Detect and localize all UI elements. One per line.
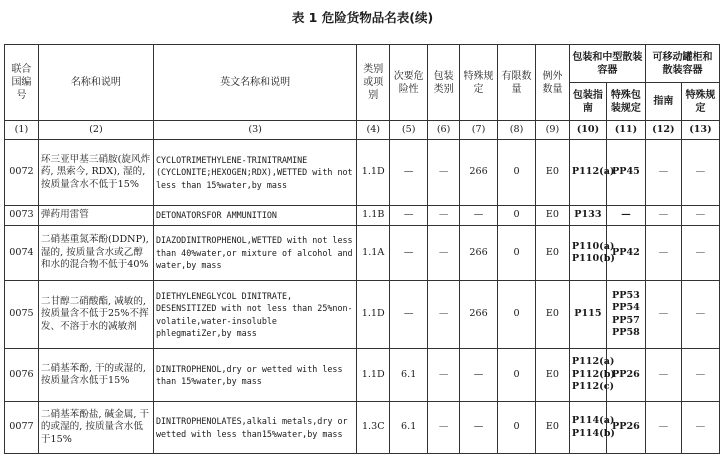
special-packing-cell: PP26 xyxy=(606,402,645,454)
special-packing-cell: PP42 xyxy=(606,226,645,281)
excepted-qty-cell: E0 xyxy=(536,206,570,226)
special-packing-cell: PP53 PP54 PP57 PP58 xyxy=(606,281,645,349)
packing-instruction-cell: P133 xyxy=(569,206,606,226)
table-row xyxy=(5,140,720,206)
table-row xyxy=(5,281,720,349)
col-index: (13) xyxy=(681,121,719,140)
special-packing-cell: — xyxy=(606,206,645,226)
sub-risk-cell: — xyxy=(390,206,428,226)
special-cell: — xyxy=(460,349,498,402)
tank-instruction-cell: — xyxy=(645,140,681,206)
limited-qty-cell: 0 xyxy=(498,206,536,226)
col-index: (12) xyxy=(645,121,681,140)
col-index: (6) xyxy=(428,121,460,140)
tank-special-cell: — xyxy=(681,206,719,226)
header-class: 类别或项别 xyxy=(357,45,390,121)
header-tank-group: 可移动罐柜和散装容器 xyxy=(645,45,719,83)
limited-qty-cell: 0 xyxy=(498,226,536,281)
name-cn-cell: 二甘醇二硝酸酯, 减敏的, 按质量含不低于25%不挥发、不溶于水的减敏剂 xyxy=(38,281,153,349)
tank-instruction-cell: — xyxy=(645,206,681,226)
excepted-qty-cell: E0 xyxy=(536,140,570,206)
pack-group-cell: — xyxy=(428,349,460,402)
col-index: (7) xyxy=(460,121,498,140)
packing-instruction-cell: P110(a) P110(b) xyxy=(569,226,606,281)
special-packing-cell: PP26 xyxy=(606,349,645,402)
dangerous-goods-table xyxy=(4,44,720,454)
pack-group-cell: — xyxy=(428,206,460,226)
limited-qty-cell: 0 xyxy=(498,402,536,454)
col-index: (10) xyxy=(569,121,606,140)
pack-group-cell: — xyxy=(428,226,460,281)
name-en-cell: CYCLOTRIMETHYLENE-TRINITRAMINE (CYCLONITE;HEXOGEN;RDX),WETTED with not less than 15%water,by mass xyxy=(153,140,356,206)
name-cn-cell: 环三亚甲基三硝胺(旋风炸药, 黑索今, RDX), 湿的, 按质量含水不低于15% xyxy=(38,140,153,206)
name-cn-cell: 二硝基苯酚, 干的或湿的, 按质量含水低于15% xyxy=(38,349,153,402)
tank-special-cell: — xyxy=(681,281,719,349)
table-row xyxy=(5,402,720,454)
tank-instruction-cell: — xyxy=(645,402,681,454)
sub-risk-cell: — xyxy=(390,226,428,281)
un-number-cell: 0073 xyxy=(5,206,39,226)
excepted-qty-cell: E0 xyxy=(536,402,570,454)
col-index: (5) xyxy=(390,121,428,140)
pack-group-cell: — xyxy=(428,281,460,349)
header-excepted-qty: 例外数量 xyxy=(536,45,570,121)
name-cn-cell: 二硝基苯酚盐, 碱金属, 干的或湿的, 按质量含水低于15% xyxy=(38,402,153,454)
col-index: (4) xyxy=(357,121,390,140)
tank-special-cell: — xyxy=(681,402,719,454)
un-number-cell: 0075 xyxy=(5,281,39,349)
name-cn-cell: 弹药用雷管 xyxy=(38,206,153,226)
header-name-cn: 名称和说明 xyxy=(38,45,153,121)
class-cell: 1.3C xyxy=(357,402,390,454)
col-index: (1) xyxy=(5,121,39,140)
header-un-no: 联合国编号 xyxy=(5,45,39,121)
table-row xyxy=(5,349,720,402)
header-limited-qty: 有限数量 xyxy=(498,45,536,121)
class-cell: 1.1D xyxy=(357,140,390,206)
sub-risk-cell: — xyxy=(390,140,428,206)
col-index: (8) xyxy=(498,121,536,140)
table-body xyxy=(5,140,720,454)
class-cell: 1.1A xyxy=(357,226,390,281)
header-special: 特殊规定 xyxy=(460,45,498,121)
name-en-cell: DIAZODINITROPHENOL,WETTED with not less than 40%water,or mixture of alcohol and water,by mass xyxy=(153,226,356,281)
class-cell: 1.1B xyxy=(357,206,390,226)
pack-group-cell: — xyxy=(428,402,460,454)
header-ibc-group: 包装和中型散装容器 xyxy=(569,45,645,83)
special-packing-cell: PP45 xyxy=(606,140,645,206)
col-index: (3) xyxy=(153,121,356,140)
special-cell: — xyxy=(460,206,498,226)
limited-qty-cell: 0 xyxy=(498,140,536,206)
packing-instruction-cell: P114(a) P114(b) xyxy=(569,402,606,454)
name-en-cell: DETONATORSFOR AMMUNITION xyxy=(153,206,356,226)
col-index: (9) xyxy=(536,121,570,140)
packing-instruction-cell: P115 xyxy=(569,281,606,349)
tank-special-cell: — xyxy=(681,140,719,206)
tank-special-cell: — xyxy=(681,349,719,402)
table-title: 表 1 危险货物品名表(续) xyxy=(291,10,434,25)
packing-instruction-cell: P112(a) P112(b) P112(c) xyxy=(569,349,606,402)
name-en-cell: DIETHYLENEGLYCOL DINITRATE, DESENSITIZED with not less than 25%non-volatile,water-insoluble phlegmatiZer,by mass xyxy=(153,281,356,349)
special-cell: 266 xyxy=(460,226,498,281)
col-index: (11) xyxy=(606,121,645,140)
limited-qty-cell: 0 xyxy=(498,349,536,402)
tank-special-cell: — xyxy=(681,226,719,281)
tank-instruction-cell: — xyxy=(645,349,681,402)
sub-risk-cell: — xyxy=(390,281,428,349)
limited-qty-cell: 0 xyxy=(498,281,536,349)
un-number-cell: 0077 xyxy=(5,402,39,454)
header-tank-instr: 指南 xyxy=(645,83,681,121)
table-row xyxy=(5,206,720,226)
un-number-cell: 0076 xyxy=(5,349,39,402)
sub-risk-cell: 6.1 xyxy=(390,349,428,402)
class-cell: 1.1D xyxy=(357,349,390,402)
header-ibc-instr: 包装指南 xyxy=(569,83,606,121)
excepted-qty-cell: E0 xyxy=(536,349,570,402)
header-ibc-special: 特殊包装规定 xyxy=(606,83,645,121)
col-index: (2) xyxy=(38,121,153,140)
tank-instruction-cell: — xyxy=(645,281,681,349)
special-cell: 266 xyxy=(460,281,498,349)
name-en-cell: DINITROPHENOL,dry or wetted with less than 15%water,by mass xyxy=(153,349,356,402)
un-number-cell: 0074 xyxy=(5,226,39,281)
pack-group-cell: — xyxy=(428,140,460,206)
tank-instruction-cell: — xyxy=(645,226,681,281)
header-name-en: 英文名称和说明 xyxy=(153,45,356,121)
header-tank-special: 特殊规定 xyxy=(681,83,719,121)
class-cell: 1.1D xyxy=(357,281,390,349)
sub-risk-cell: 6.1 xyxy=(390,402,428,454)
name-cn-cell: 二硝基重氮苯酚(DDNP), 湿的, 按质量含水或乙醇和水的混合物不低于40% xyxy=(38,226,153,281)
special-cell: — xyxy=(460,402,498,454)
packing-instruction-cell: P112(a) xyxy=(569,140,606,206)
name-en-cell: DINITROPHENOLATES,alkali metals,dry or wetted with less than15%water,by mass xyxy=(153,402,356,454)
header-sub-risk: 次要危险性 xyxy=(390,45,428,121)
excepted-qty-cell: E0 xyxy=(536,281,570,349)
special-cell: 266 xyxy=(460,140,498,206)
excepted-qty-cell: E0 xyxy=(536,226,570,281)
header-pack-group: 包装类别 xyxy=(428,45,460,121)
un-number-cell: 0072 xyxy=(5,140,39,206)
column-index-row xyxy=(5,121,720,140)
table-row xyxy=(5,226,720,281)
